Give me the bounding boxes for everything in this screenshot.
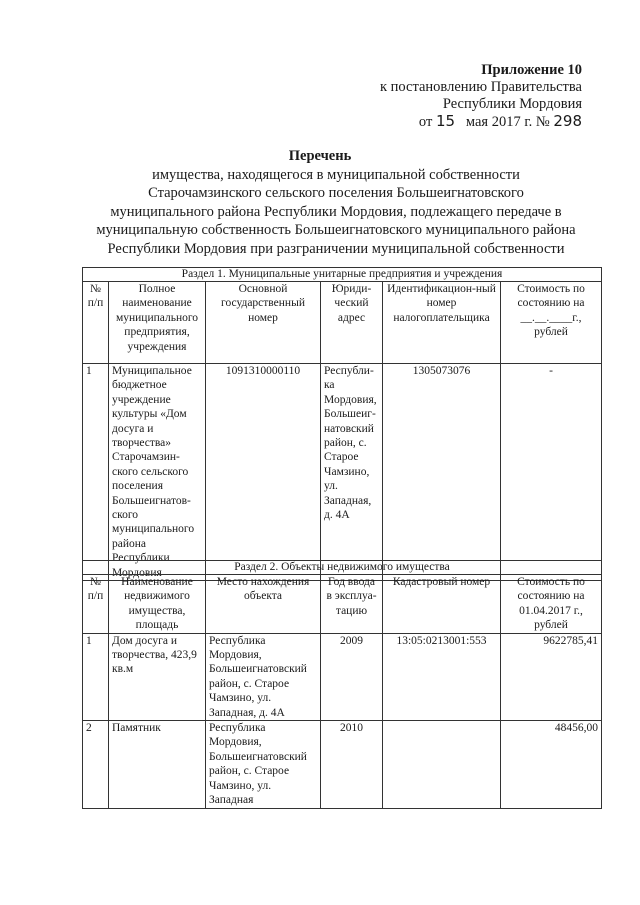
header-location: Место нахождения объекта <box>206 575 321 634</box>
subtitle-line: муниципальную собственность Большеигнатовского муниципального района <box>96 222 576 239</box>
row-year: 2009 <box>321 633 383 720</box>
resolution-number: 298 <box>553 112 582 130</box>
section1-title: Раздел 1. Муниципальные унитарные предприятия и учреждения <box>83 268 602 282</box>
header-cost: Стоимость по состоянию на 01.04.2017 г., рублей <box>501 575 602 634</box>
appendix-header <box>312 62 582 131</box>
section1-table <box>82 267 602 581</box>
appendix-title: Приложение 10 <box>481 62 582 78</box>
row-location: Республика Мордовия, Большеигнатовский район, с. Старое Чамзино, ул. Западная <box>206 721 321 808</box>
row-name: Дом досуга и творчества, 423,9 кв.м <box>109 633 206 720</box>
table-row <box>83 364 602 581</box>
subtitle-line: имущества, находящегося в муниципальной собственности <box>152 167 520 183</box>
row-cost: - <box>501 364 602 581</box>
header-inn: Идентификацион-ный номер налогоплательщика <box>383 282 501 364</box>
header-name: Наименование недвижимого имущества, площадь <box>109 575 206 634</box>
row-cadastral <box>383 721 501 808</box>
header-no: № п/п <box>83 282 109 364</box>
row-no: 1 <box>83 633 109 720</box>
subtitle-line: Республики Мордовия при разграничении муниципальной собственности <box>107 240 565 257</box>
table-row <box>83 633 602 720</box>
row-cost: 9622785,41 <box>501 633 602 720</box>
row-address: Республи-ка Мордовия, Большеиг-натовский район, с. Старое Чамзино, ул. Западная, д. 4А <box>321 364 383 581</box>
section2-table <box>82 560 602 809</box>
appendix-date-line <box>312 113 582 131</box>
row-name: Муниципальное бюджетное учреждение культуры «Дом досуга и творчества» Старочамзин-ского сельского поселения Большеигнатов-ского муниципального района Республики Мордовия <box>109 364 206 581</box>
date-day: 15 <box>435 112 456 130</box>
row-cadastral: 13:05:0213001:553 <box>383 633 501 720</box>
appendix-line-2: Республики Мордовия <box>442 96 582 112</box>
header-cost: Стоимость по состоянию на __.__.____г., рублей <box>501 282 602 364</box>
subtitle-line: муниципального района Республики Мордовия, подлежащего передаче в <box>110 203 562 220</box>
row-inn: 1305073076 <box>383 364 501 581</box>
row-ogrn: 1091310000110 <box>206 364 321 581</box>
row-no: 2 <box>83 721 109 808</box>
date-prefix: от <box>418 114 433 130</box>
appendix-line-1: к постановлению Правительства <box>380 79 582 95</box>
table-row <box>83 721 602 808</box>
header-address: Юриди-ческий адрес <box>321 282 383 364</box>
header-no: № п/п <box>83 575 109 634</box>
row-name: Памятник <box>109 721 206 808</box>
row-no: 1 <box>83 364 109 581</box>
header-year: Год ввода в эксплуа-тацию <box>321 575 383 634</box>
document-title: Перечень <box>288 148 352 164</box>
document-subtitle <box>66 166 606 258</box>
header-ogrn: Основной государственный номер <box>206 282 321 364</box>
date-month-year: мая 2017 г. № <box>465 114 550 130</box>
header-cadastral: Кадастровый номер <box>383 575 501 634</box>
row-location: Республика Мордовия, Большеигнатовский район, с. Старое Чамзино, ул. Западная, д. 4А <box>206 633 321 720</box>
row-year: 2010 <box>321 721 383 808</box>
header-name: Полное наименование муниципального предприятия, учреждения <box>109 282 206 364</box>
section2-title: Раздел 2. Объекты недвижимого имущества <box>83 561 602 575</box>
subtitle-line: Старочамзинского сельского поселения Большеигнатовского <box>148 185 524 202</box>
row-cost: 48456,00 <box>501 721 602 808</box>
